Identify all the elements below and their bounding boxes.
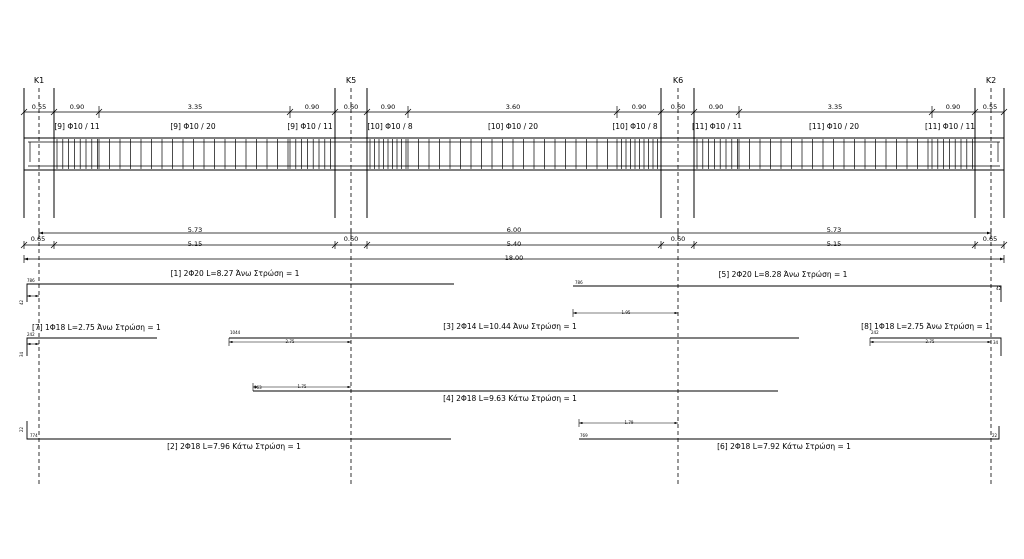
stirrup-label-1: [9] Φ10 / 11	[54, 122, 100, 131]
bar-5-len: 786	[575, 280, 583, 285]
support-1: 0.65	[30, 235, 46, 243]
bar-6-dim: 1.79	[624, 420, 634, 425]
bar-3-dim: 2.75	[285, 339, 295, 344]
stirrup-label-4: [10] Φ10 / 8	[367, 122, 413, 131]
bar-label-6: [6] 2Φ18 L=7.92 Κάτω Στρώση = 1	[717, 442, 851, 451]
bar-label-8: [8] 1Φ18 L=2.75 Άνω Στρώση = 1	[861, 322, 990, 331]
top-dim-5: 0.60	[343, 103, 359, 111]
bar-4-len: 963	[254, 385, 262, 390]
span-axis-1: 5.73	[187, 226, 203, 234]
bar-4-dim: 1.75	[297, 384, 307, 389]
bar-label-5: [5] 2Φ20 L=8.28 Άνω Στρώση = 1	[718, 270, 848, 279]
bar-1-len: 786	[27, 278, 35, 283]
bar-8-dim: 2.75	[925, 339, 935, 344]
bar-5-shape	[573, 286, 1001, 302]
bar-label-7: [7] 1Φ18 L=2.75 Άνω Στρώση = 1	[32, 323, 161, 332]
bar-1-hook: 42	[19, 299, 24, 305]
bar-7-hook: 34	[19, 351, 24, 357]
span-axis-2: 6.00	[506, 226, 522, 234]
bar-6-hook: 22	[992, 433, 998, 438]
top-dim-8: 0.90	[631, 103, 647, 111]
bar-labels	[32, 269, 990, 451]
stirrup-label-9: [11] Φ10 / 11	[924, 122, 976, 131]
support-2: 0.60	[343, 235, 359, 243]
bar-3-len: 1044	[230, 330, 241, 335]
top-dimension-chain	[21, 103, 1007, 118]
stirrup-label-2: [9] Φ10 / 20	[170, 122, 216, 131]
col-label-k1: K1	[33, 76, 45, 85]
stirrup-label-3: [9] Φ10 / 11	[287, 122, 333, 131]
top-dim-11: 3.35	[827, 103, 843, 111]
bar-6-shape	[579, 426, 999, 439]
top-dim-3: 3.35	[187, 103, 203, 111]
reinforcement-bars	[27, 284, 1001, 439]
col-label-k6: K6	[672, 76, 684, 85]
top-dim-7: 3.60	[505, 103, 521, 111]
stirrup-label-6: [10] Φ10 / 8	[612, 122, 658, 131]
bar-8-shape	[870, 338, 1001, 356]
bar-8-len: 242	[871, 330, 879, 335]
bar-2-len: 774	[30, 433, 38, 438]
bar-5-hook: 42	[996, 286, 1002, 291]
bar-7-shape	[27, 338, 157, 356]
bar-dimension-lines	[27, 296, 991, 427]
bar-8-hook: 34	[993, 340, 999, 345]
col-label-k5: K5	[345, 76, 357, 85]
bar-2-hook: 22	[19, 426, 24, 432]
bottom-dimension-text	[31, 226, 997, 262]
bar-label-1: [1] 2Φ20 L=8.27 Άνω Στρώση = 1	[170, 269, 300, 278]
clear-span-3: 5.15	[826, 240, 842, 248]
clear-span-2: 5.40	[506, 240, 522, 248]
bar-label-4: [4] 2Φ18 L=9.63 Κάτω Στρώση = 1	[443, 394, 577, 403]
stirrups	[57, 139, 973, 169]
clear-span-1: 5.15	[187, 240, 203, 248]
stirrup-label-5: [10] Φ10 / 20	[487, 122, 539, 131]
stirrup-label-8: [11] Φ10 / 20	[808, 122, 860, 131]
bar-label-3: [3] 2Φ14 L=10.44 Άνω Στρώση = 1	[443, 322, 577, 331]
bar-2-shape	[27, 421, 451, 439]
column-axes	[39, 88, 991, 486]
col-label-k2: K2	[985, 76, 997, 85]
top-dim-12: 0.90	[945, 103, 961, 111]
column-labels	[34, 76, 996, 85]
stirrup-label-7: [11] Φ10 / 11	[691, 122, 743, 131]
bar-5-dim: 1.95	[621, 310, 631, 315]
bar-6-len: 769	[580, 433, 588, 438]
top-dim-4: 0.90	[304, 103, 320, 111]
top-dim-13: 0.55	[982, 103, 998, 111]
top-dim-9: 0.60	[670, 103, 686, 111]
support-4: 0.65	[982, 235, 998, 243]
top-dim-1: 0.55	[31, 103, 47, 111]
bar-1-shape	[27, 284, 454, 302]
bar-small-annotations	[19, 278, 1002, 438]
stirrup-labels	[54, 122, 975, 131]
bar-7-len: 242	[27, 332, 35, 337]
bar-label-2: [2] 2Φ18 L=7.96 Κάτω Στρώση = 1	[167, 442, 301, 451]
total-length: 18.00	[504, 254, 524, 262]
support-3: 0.60	[670, 235, 686, 243]
top-dim-10: 0.90	[708, 103, 724, 111]
top-dim-6: 0.90	[380, 103, 396, 111]
span-axis-3: 5.73	[826, 226, 842, 234]
top-dim-2: 0.90	[69, 103, 85, 111]
